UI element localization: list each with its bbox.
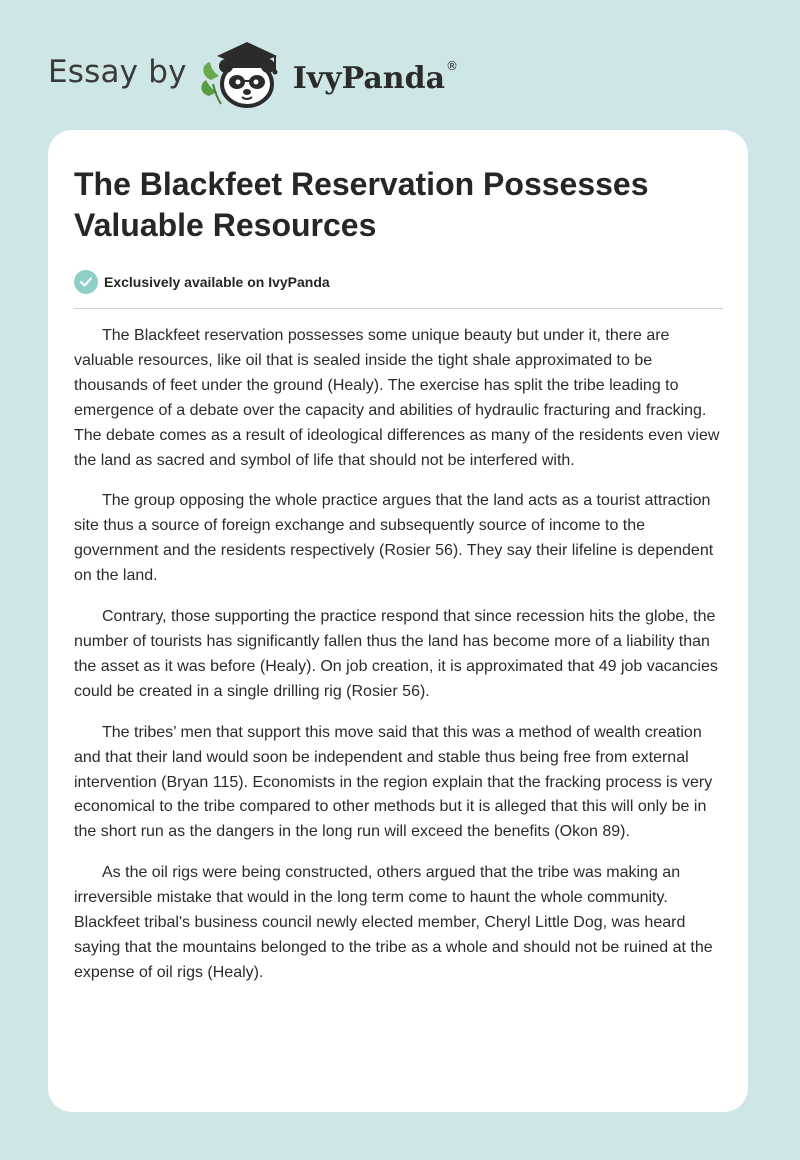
badge-text: Exclusively available on IvyPanda [104,274,330,290]
site-header [48,36,458,112]
exclusive-badge [74,270,722,294]
brand-name[interactable]: IvyPanda [292,60,446,96]
essay-paragraph: The group opposing the whole practice argues that the land acts as a tourist attraction site thus a source of foreign exchange and subsequently source of income to the government and the residents respectively (Rosier 56). They say their lifeline is dependent on the land. [74,492,714,585]
essay-paragraph: As the oil rigs were being constructed, others argued that the tribe was making an irreversible mistake that would in the long term come to haunt the whole community. Blackfeet tribal's business council newly elected member, Cheryl Little Dog, was heard saying that the mountains belonged to the tribe as a whole and should not be ruined at the expense of oil rigs (Healy). [74,864,713,981]
check-circle-icon [74,270,98,294]
registered-mark: ® [446,59,459,73]
ivypanda-logo-icon[interactable] [197,36,289,112]
essay-card [48,130,748,1112]
essay-body [74,324,722,986]
essay-paragraph: The Blackfeet reservation possesses some unique beauty but under it, there are valuable resources, like oil that is sealed inside the tight shale approximated to be thousands of feet under the ground (Healy). The exercise has split the tribe leading to emergence of a debate over the capacity and abilities of hydraulic fracturing and fracking. The debate comes as a result of ideological differences as many of the residents even view the land as sacred and symbol of life that should not be interfered with. [74,327,720,469]
essay-paragraph: Contrary, those supporting the practice respond that since recession hits the globe, the number of tourists has significantly fallen thus the land has become more of a liability than the asset as it was before (Healy). On job creation, it is approximated that 49 job vacancies could be created in a single drilling rig (Rosier 56). [74,608,718,700]
essay-title: The Blackfeet Reservation Possesses Valuable Resources [74,166,649,243]
essay-by-label: Essay by [48,54,187,90]
essay-paragraph: The tribes’ men that support this move said that this was a method of wealth creation and that their land would soon be independent and stable thus being free from external intervention (Bryan 115). Economists in the region explain that the fracking process is very economical to the tribe compared to other methods but it is alleged that this will only be in the short run as the dangers in the long run will exceed the benefits (Okon 89). [74,723,713,841]
title-divider [74,308,723,309]
